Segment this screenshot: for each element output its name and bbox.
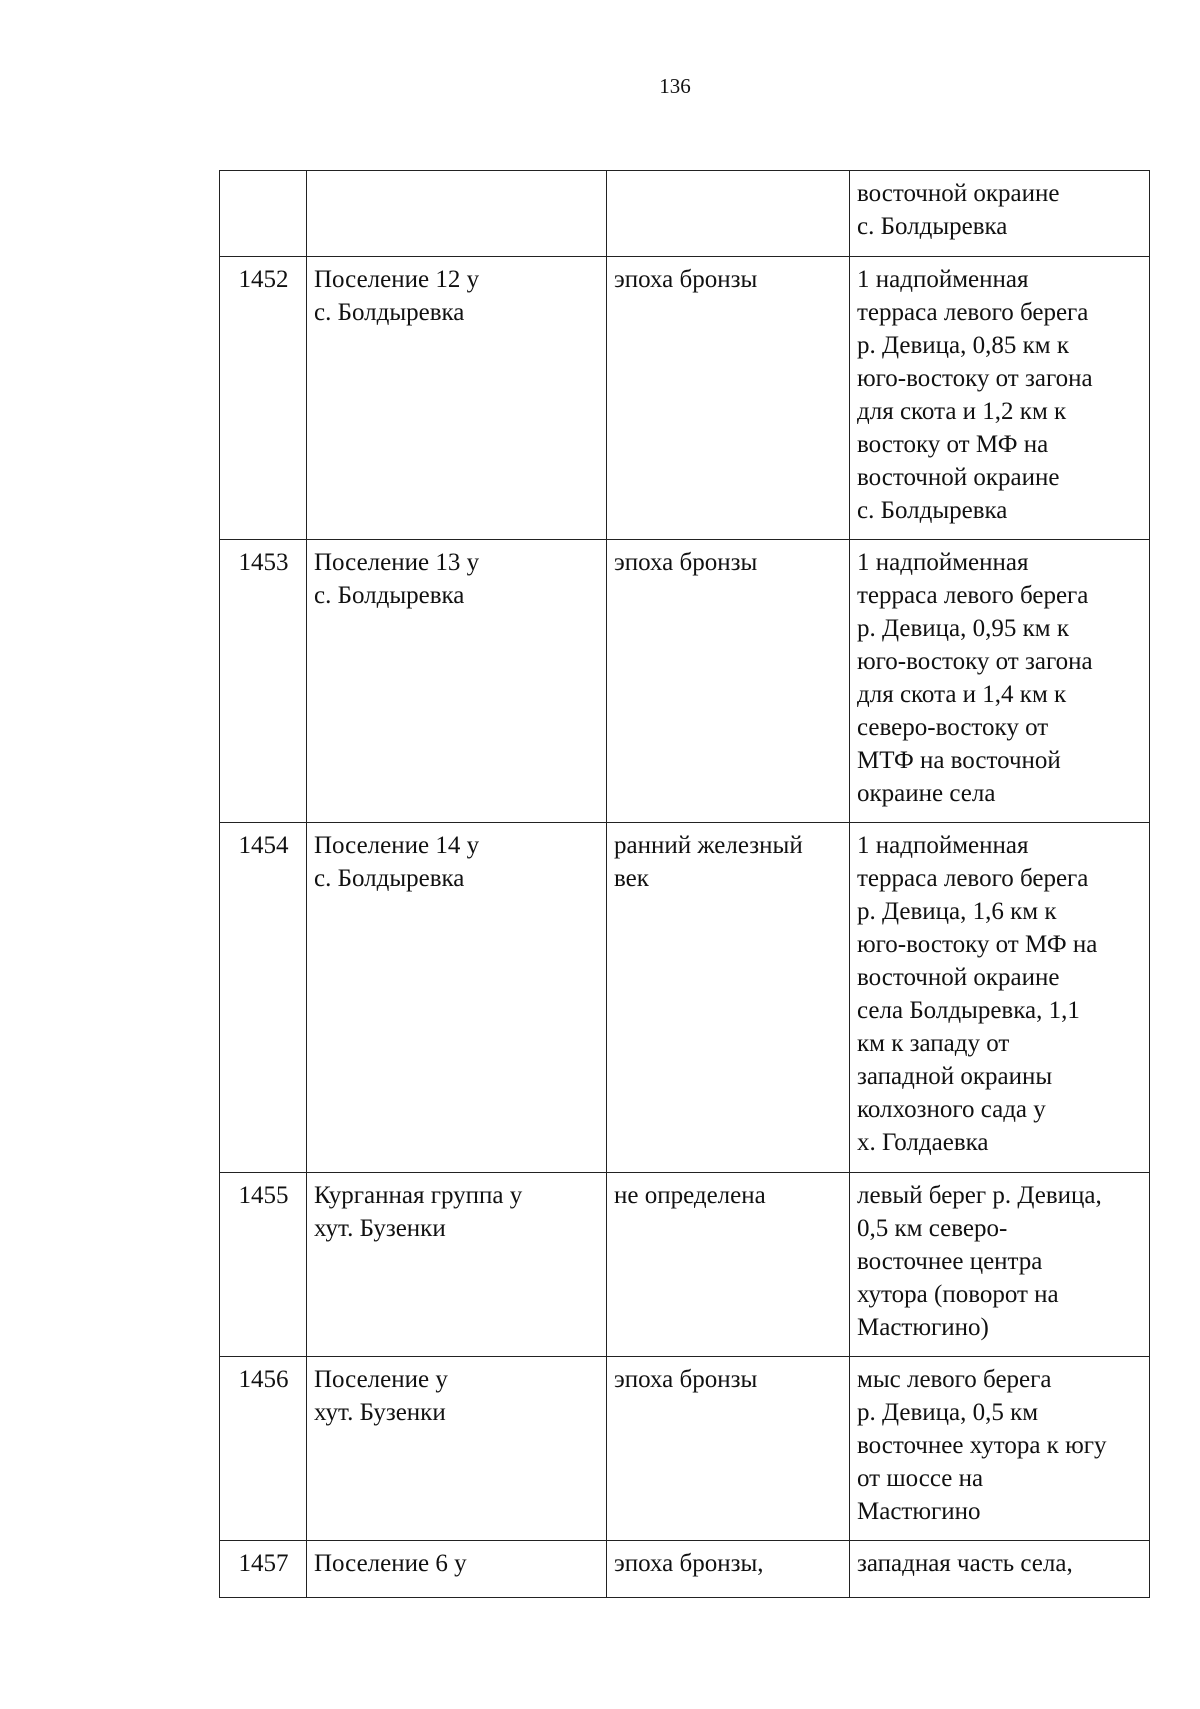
page-number: 136 [659,74,691,98]
row-number-cell [220,823,307,1173]
dating-cell [607,1541,850,1598]
object-name: Поселение 6 у [314,1550,467,1577]
dating-cell [607,1357,850,1541]
table-row [220,171,1150,257]
row-number: 1457 [238,1550,289,1577]
object-name-cell [307,1357,607,1541]
row-number-cell [220,1173,307,1357]
row-number: 1455 [238,1182,289,1209]
location: 1 надпойменная терраса левого берега р. Девица, 0,95 км к юго-востоку от загона для скота и 1,4 км к северо-востоку от МТФ на восточной окраине села [857,549,1093,807]
object-name: Поселение 14 у с. Болдыревка [314,832,480,892]
object-name-cell [307,540,607,823]
dating-cell [607,540,850,823]
row-number-cell [220,540,307,823]
dating-cell [607,823,850,1173]
location-cell [850,1541,1150,1598]
location: мыс левого берега р. Девица, 0,5 км восточнее хутора к югу от шоссе на Мастюгино [857,1366,1107,1525]
row-number: 1454 [238,832,289,859]
table-row [220,1357,1150,1541]
location: восточной окраине с. Болдыревка [857,180,1060,240]
row-number-cell [220,257,307,540]
table-row [220,257,1150,540]
heritage-registry-table [219,170,1150,1598]
table-row [220,1541,1150,1598]
location: левый берег р. Девица, 0,5 км северо- восточнее центра хутора (поворот на Мастюгино) [857,1182,1102,1341]
dating: эпоха бронзы [614,1366,758,1393]
dating-cell [607,171,850,257]
dating: не определена [614,1182,766,1209]
object-name-cell [307,1173,607,1357]
object-name-cell [307,171,607,257]
row-number-cell [220,1541,307,1598]
location: западная часть села, [857,1550,1073,1577]
location: 1 надпойменная терраса левого берега р. Девица, 1,6 км к юго-востоку от МФ на восточной окраине села Болдыревка, 1,1 км к западу от западной окраины колхозного сада у х. Голдаевка [857,832,1098,1156]
table-row [220,1173,1150,1357]
dating: ранний железный век [614,832,803,892]
object-name-cell [307,257,607,540]
object-name: Поселение 12 у с. Болдыревка [314,266,480,326]
location: 1 надпойменная терраса левого берега р. Девица, 0,85 км к юго-востоку от загона для скота и 1,2 км к востоку от МФ на восточной окраине с. Болдыревка [857,266,1093,524]
row-number: 1456 [238,1366,289,1393]
location-cell [850,540,1150,823]
location-cell [850,1173,1150,1357]
row-number-cell [220,1357,307,1541]
object-name-cell [307,823,607,1173]
object-name: Курганная группа у хут. Бузенки [314,1182,523,1242]
dating-cell [607,1173,850,1357]
row-number: 1452 [238,266,289,293]
object-name: Поселение 13 у с. Болдыревка [314,549,480,609]
table-row [220,540,1150,823]
location-cell [850,823,1150,1173]
dating: эпоха бронзы [614,266,758,293]
dating: эпоха бронзы, [614,1550,764,1577]
object-name: Поселение у хут. Бузенки [314,1366,448,1426]
location-cell [850,171,1150,257]
location-cell [850,1357,1150,1541]
object-name-cell [307,1541,607,1598]
location-cell [850,257,1150,540]
table-row [220,823,1150,1173]
dating-cell [607,257,850,540]
dating: эпоха бронзы [614,549,758,576]
row-number-cell [220,171,307,257]
row-number: 1453 [238,549,289,576]
